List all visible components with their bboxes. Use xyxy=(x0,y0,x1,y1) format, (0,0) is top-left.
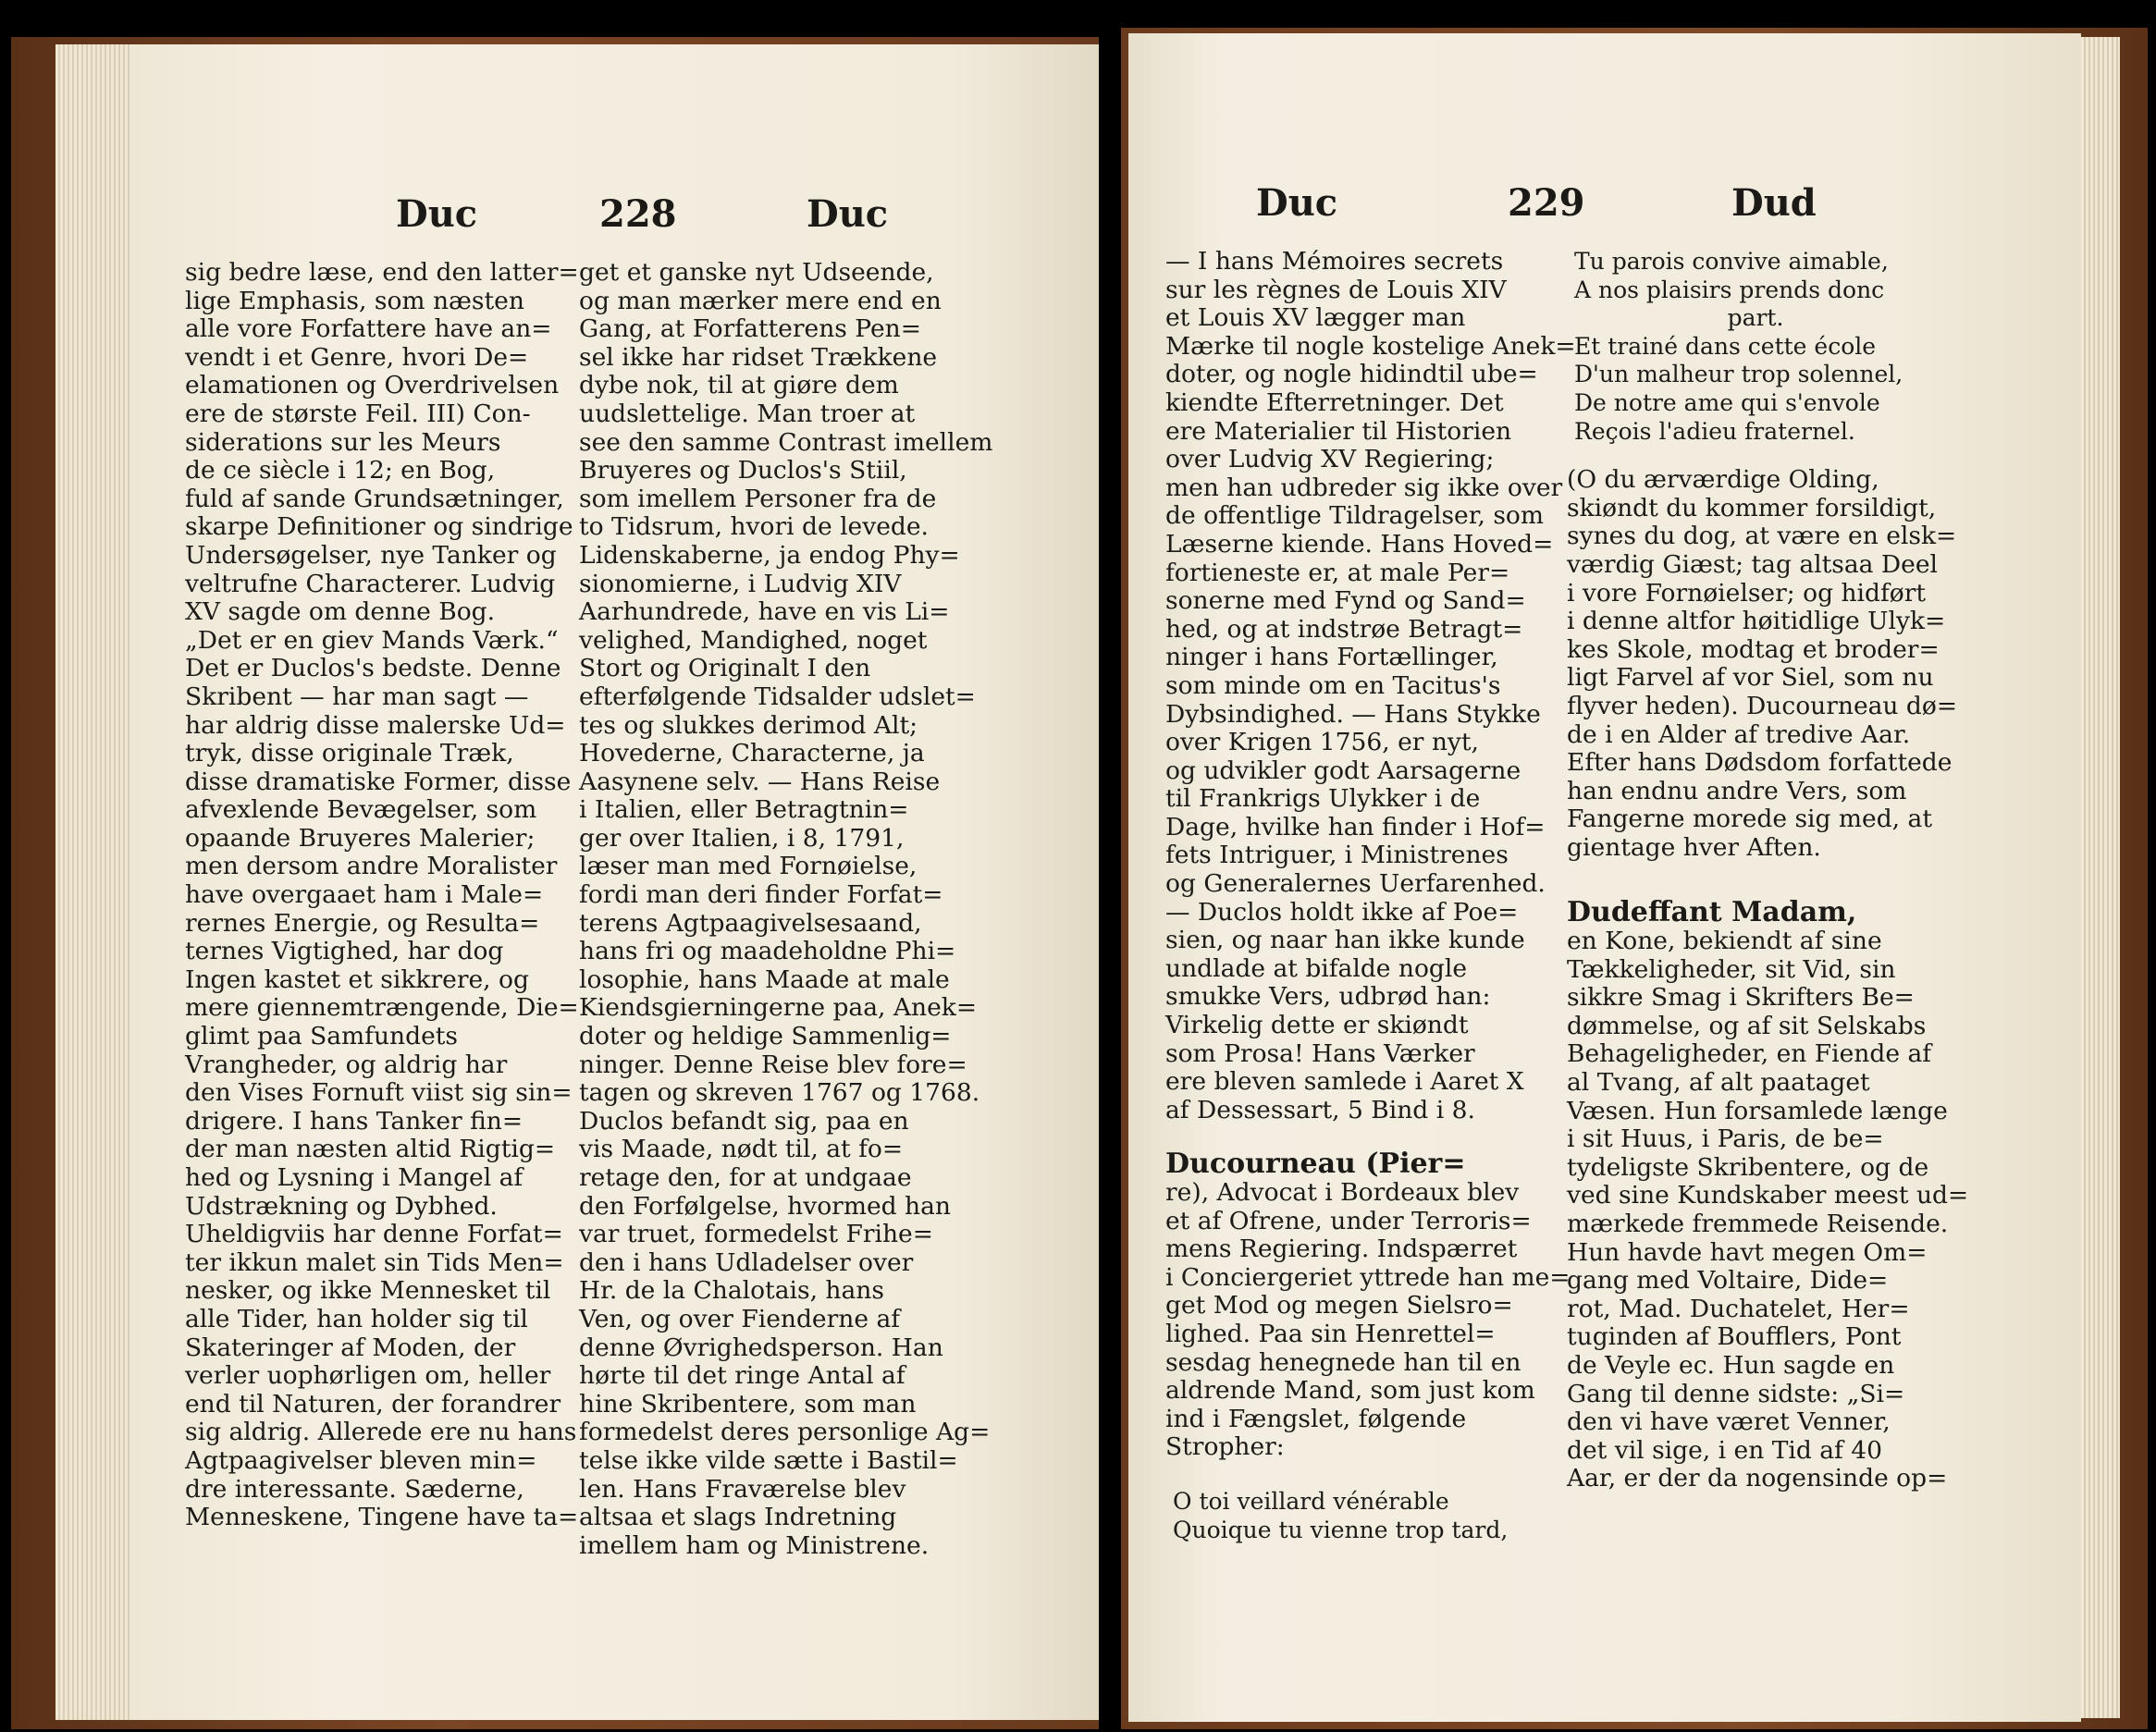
text-line: rot, Mad. Duchatelet, Her= xyxy=(1567,1294,1910,1323)
text-line: XV sagde om denne Bog. xyxy=(185,597,496,627)
text-line: som imellem Personer fra de xyxy=(579,484,937,513)
text-line: drigere. I hans Tanker fin= xyxy=(185,1106,524,1136)
page-edges-right xyxy=(2081,37,2120,1718)
text-line: kiendte Efterretninger. Det xyxy=(1165,387,1504,417)
running-head-left-word: Duc xyxy=(396,192,478,236)
text-line: i vore Fornøielser; og hidført xyxy=(1567,578,1927,608)
text-line: Dage, hvilke han finder i Hof= xyxy=(1165,812,1546,841)
text-line: tuginden af Boufflers, Pont xyxy=(1567,1322,1902,1352)
text-line: de offentlige Tildragelser, som xyxy=(1165,501,1545,531)
text-line: mærkede fremmede Reisende. xyxy=(1567,1210,1949,1238)
text-line: de Veyle ec. Hun sagde en xyxy=(1567,1350,1895,1380)
text-line: dre interessante. Sæderne, xyxy=(185,1474,524,1504)
poem-line: A nos plaisirs prends donc xyxy=(1574,276,1885,303)
text-line: Lidenskaberne, ja endog Phy= xyxy=(579,540,960,570)
text-line: Virkelig dette er skiøndt xyxy=(1165,1011,1469,1040)
text-line: hed, og at indstrøe Betragt= xyxy=(1165,614,1523,644)
text-line: Væsen. Hun forsamlede længe xyxy=(1567,1096,1948,1125)
text-line: have overgaaet ham i Male= xyxy=(185,880,544,910)
text-line: afvexlende Bevægelser, som xyxy=(185,795,537,825)
text-line: over Ludvig XV Regiering; xyxy=(1165,445,1495,474)
text-line: doter, og nogle hidindtil ube= xyxy=(1165,360,1538,389)
text-line: mens Regiering. Indspærret xyxy=(1165,1235,1518,1264)
text-line: — I hans Mémoires secrets xyxy=(1165,247,1504,276)
text-line: sel ikke har ridset Trækkene xyxy=(579,342,938,372)
text-line: losophie, hans Maade at male xyxy=(579,964,950,994)
text-line: i Conciergeriet yttrede han me= xyxy=(1165,1262,1571,1292)
text-line: Aasynene selv. — Hans Reise xyxy=(579,767,941,796)
text-line: ere Materialier til Historien xyxy=(1165,416,1512,446)
text-line: get et ganske nyt Udseende, xyxy=(579,258,934,287)
text-line: ger over Italien, i 8, 1791, xyxy=(579,823,905,853)
spacer xyxy=(1567,862,1937,899)
text-line: al Tvang, af alt paataget xyxy=(1567,1068,1870,1098)
text-line: denne Øvrighedsperson. Han xyxy=(579,1333,943,1362)
text-line: Dybsindighed. — Hans Stykke xyxy=(1165,699,1541,729)
text-line: Fangerne morede sig med, at xyxy=(1567,805,1932,834)
text-line: fordi man deri finder Forfat= xyxy=(579,880,943,910)
text-line: Gang til denne sidste: „Si= xyxy=(1567,1379,1905,1408)
left-page-column-2 xyxy=(579,258,993,1560)
text-line: Hun havde havt megen Om= xyxy=(1567,1237,1928,1267)
running-head-left-word: Duc xyxy=(1256,181,1338,225)
text-line: som minde om en Tacitus's xyxy=(1165,670,1501,700)
text-line: synes du dog, at være en elsk= xyxy=(1567,522,1957,551)
text-line: glimt paa Samfundets xyxy=(185,1022,459,1051)
entry-heading-dudeffant: Dudeffant Madam, xyxy=(1567,896,1857,929)
text-line: i Italien, eller Betragtnin= xyxy=(579,795,909,825)
text-line: ere bleven samlede i Aaret X xyxy=(1165,1067,1524,1097)
spacer xyxy=(1165,1124,1535,1150)
text-line: og udvikler godt Aarsagerne xyxy=(1165,755,1522,785)
text-line: to Tidsrum, hvori de levede. xyxy=(579,512,929,542)
left-page-column-1 xyxy=(185,258,579,1532)
text-line: i denne altfor høitidlige Ulyk= xyxy=(1567,607,1946,636)
text-line: rernes Energie, og Resulta= xyxy=(185,908,540,938)
text-line: hed og Lysning i Mangel af xyxy=(185,1163,524,1192)
text-line: der man næsten altid Rigtig= xyxy=(185,1135,556,1164)
text-line: nesker, og ikke Mennesket til xyxy=(185,1276,551,1306)
text-line: sonerne med Fynd og Sand= xyxy=(1165,586,1526,616)
text-line: Agtpaagivelser bleven min= xyxy=(185,1445,537,1475)
text-line: opaande Bruyeres Malerier; xyxy=(185,823,536,853)
text-line: Hovederne, Characterne, ja xyxy=(579,739,925,768)
text-line: sig aldrig. Allerede ere nu hans xyxy=(185,1418,577,1447)
text-line: den i hans Udladelser over xyxy=(579,1247,914,1277)
text-line: tagen og skreven 1767 og 1768. xyxy=(579,1078,980,1108)
text-line: lighed. Paa sin Henrettel= xyxy=(1165,1319,1496,1348)
text-line: Mærke til nogle kostelige Anek= xyxy=(1165,331,1576,361)
running-head-right-word: Dud xyxy=(1731,181,1817,225)
text-line: sig bedre læse, end den latter= xyxy=(185,258,579,287)
poem-line: Et trainé dans cette école xyxy=(1574,332,1877,360)
text-line: altsaa et slags Indretning xyxy=(579,1503,897,1532)
text-line: alle vore Forfattere have an= xyxy=(185,314,552,344)
poem-line: Tu parois convive aimable, xyxy=(1574,248,1889,275)
text-line: hørte til det ringe Antal af xyxy=(579,1361,906,1391)
text-line: læser man med Fornøielse, xyxy=(579,852,918,881)
text-line: til Frankrigs Ulykker i de xyxy=(1165,784,1481,814)
left-page xyxy=(129,44,1099,1720)
text-line: get Mod og megen Sielsro= xyxy=(1165,1291,1513,1320)
left-page-paper xyxy=(129,44,1099,1720)
text-line: gang med Voltaire, Dide= xyxy=(1567,1266,1889,1296)
poem-line: part. xyxy=(1727,304,1784,332)
text-line: siderations sur les Meurs xyxy=(185,427,501,457)
text-line: disse dramatiske Former, disse xyxy=(185,767,572,796)
text-line: fuld af sande Grundsætninger, xyxy=(185,484,564,513)
text-line: var truet, formedelst Frihe= xyxy=(579,1220,933,1249)
text-line: Undersøgelser, nye Tanker og xyxy=(185,540,557,570)
poem-line: Reçois l'adieu fraternel. xyxy=(1574,417,1855,445)
text-line: Efter hans Dødsdom forfattede xyxy=(1567,748,1953,778)
text-line: uudslettelige. Man troer at xyxy=(579,399,916,428)
text-line: i sit Huus, i Paris, de be= xyxy=(1567,1124,1884,1154)
text-line: Hr. de la Chalotais, hans xyxy=(579,1276,884,1306)
text-line: dybe nok, til at giøre dem xyxy=(579,371,899,400)
text-line: sur les règnes de Louis XIV xyxy=(1165,275,1507,304)
text-line: end til Naturen, der forandrer xyxy=(185,1389,561,1419)
text-line: Bruyeres og Duclos's Stiil, xyxy=(579,456,907,485)
text-line: sionomierne, i Ludvig XIV xyxy=(579,569,902,598)
text-line: Gang, at Forfatterens Pen= xyxy=(579,314,921,344)
text-line: vis Maade, nødt til, at fo= xyxy=(579,1135,904,1164)
text-line: Menneskene, Tingene have ta= xyxy=(185,1503,579,1532)
right-page-paper xyxy=(1128,33,2081,1722)
text-line: aldrende Mand, som just kom xyxy=(1165,1376,1535,1406)
page-edges-left xyxy=(55,44,139,1720)
text-line: sikkre Smag i Skrifters Be= xyxy=(1567,983,1915,1013)
page-number-228: 228 xyxy=(599,192,677,236)
text-line: velighed, Mandighed, noget xyxy=(579,625,928,655)
text-line: smukke Vers, udbrød han: xyxy=(1165,982,1491,1012)
text-line: de i en Alder af tredive Aar. xyxy=(1567,719,1911,749)
text-line: værdig Giæst; tag altsaa Deel xyxy=(1567,549,1938,579)
text-line: en Kone, bekiendt af sine xyxy=(1567,927,1882,956)
text-line: efterfølgende Tidsalder udslet= xyxy=(579,682,976,711)
text-line: men dersom andre Moralister xyxy=(185,852,558,881)
text-line: retage den, for at undgaae xyxy=(579,1163,912,1192)
text-line: elamationen og Overdrivelsen xyxy=(185,371,560,400)
text-line: Behageligheder, en Fiende af xyxy=(1567,1039,1932,1069)
text-line: ere de største Feil. III) Con- xyxy=(185,399,531,428)
running-head-right-word: Duc xyxy=(807,192,889,236)
text-line: imellem ham og Ministrene. xyxy=(579,1530,930,1560)
text-line: hans fri og maadeholdne Phi= xyxy=(579,937,956,966)
text-line: fortieneste er, at male Per= xyxy=(1165,558,1510,587)
text-line: ninger. Denne Reise blev fore= xyxy=(579,1050,967,1079)
text-line: ved sine Kundskaber meest ud= xyxy=(1567,1181,1969,1210)
text-line: — Duclos holdt ikke af Poe= xyxy=(1165,897,1519,927)
text-line: sesdag henegnede han til en xyxy=(1165,1347,1522,1377)
spacer xyxy=(1165,1462,1535,1488)
text-line: dømmelse, og af sit Selskabs xyxy=(1567,1011,1927,1040)
text-line: flyver heden). Ducourneau dø= xyxy=(1567,691,1958,720)
text-line: Tækkeligheder, sit Vid, sin xyxy=(1567,954,1896,984)
text-line: skiøndt du kommer forsildigt, xyxy=(1567,493,1937,522)
text-line: ind i Fængslet, følgende xyxy=(1165,1404,1467,1433)
text-line: har aldrig disse malerske Ud= xyxy=(185,710,566,740)
right-page xyxy=(1128,33,2081,1722)
page-number-229: 229 xyxy=(1508,181,1585,225)
text-line: „Det er en giev Mands Værk.“ xyxy=(185,625,559,655)
text-line: det vil sige, i en Tid af 40 xyxy=(1567,1435,1882,1465)
text-line: mere giennemtrængende, Die= xyxy=(185,993,579,1023)
text-line: Ven, og over Fienderne af xyxy=(579,1304,901,1333)
text-line: alle Tider, han holder sig til xyxy=(185,1304,528,1333)
text-line: tes og slukkes derimod Alt; xyxy=(579,710,918,740)
text-line: Udstrækning og Dybhed. xyxy=(185,1191,498,1221)
text-line: fets Intriguer, i Ministrenes xyxy=(1165,841,1509,870)
text-line: doter og heldige Sammenlig= xyxy=(579,1022,952,1051)
text-line: Stropher: xyxy=(1165,1432,1285,1462)
text-line: den Forfølgelse, hvormed han xyxy=(579,1191,951,1221)
text-line: tryk, disse originale Træk, xyxy=(185,739,514,768)
text-line: ter ikkun malet sin Tids Men= xyxy=(185,1247,564,1277)
text-line: re), Advocat i Bordeaux blev xyxy=(1165,1178,1520,1207)
text-line: Aar, er der da nogensinde op= xyxy=(1567,1464,1948,1493)
spacer xyxy=(1567,446,1937,466)
right-page-photo xyxy=(1121,0,2156,1732)
text-line: og man mærker mere end en xyxy=(579,286,942,315)
text-line: verler uophørligen om, heller xyxy=(185,1361,551,1391)
text-line: see den samme Contrast imellem xyxy=(579,427,993,457)
text-line: undlade at bifalde nogle xyxy=(1165,953,1468,983)
poem-line: D'un malheur trop solennel, xyxy=(1574,361,1903,388)
text-line: men han udbreder sig ikke over xyxy=(1165,473,1563,502)
text-line: lige Emphasis, som næsten xyxy=(185,286,524,315)
text-line: Vrangheder, og aldrig har xyxy=(185,1050,508,1079)
poem-line: Quoique tu vienne trop tard, xyxy=(1173,1516,1509,1543)
text-line: kes Skole, modtag et broder= xyxy=(1567,634,1940,664)
text-line: ninger i hans Fortællinger, xyxy=(1165,643,1498,672)
text-line: et Louis XV lægger man xyxy=(1165,303,1466,333)
text-line: Duclos befandt sig, paa en xyxy=(579,1106,909,1136)
text-line: (O du ærværdige Olding, xyxy=(1567,465,1879,495)
text-line: den vi have været Venner, xyxy=(1567,1407,1891,1437)
text-line: han endnu andre Vers, som xyxy=(1567,776,1907,805)
text-line: over Krigen 1756, er nyt, xyxy=(1165,728,1479,757)
text-line: ternes Vigtighed, har dog xyxy=(185,937,504,966)
text-line: Kiendsgierningerne paa, Anek= xyxy=(579,993,978,1023)
text-line: og Generalernes Uerfarenhed. xyxy=(1165,869,1546,899)
text-line: Stort og Originalt I den xyxy=(579,654,871,683)
text-line: hine Skribentere, som man xyxy=(579,1389,917,1419)
entry-heading-ducourneau: Ducourneau (Pier= xyxy=(1165,1148,1466,1181)
text-line: den Vises Fornuft viist sig sin= xyxy=(185,1078,573,1108)
text-line: sien, og naar han ikke kunde xyxy=(1165,926,1525,955)
text-line: terens Agtpaagivelsesaand, xyxy=(579,908,922,938)
poem-line: O toi veillard vénérable xyxy=(1173,1487,1449,1515)
text-line: skarpe Definitioner og sindrige xyxy=(185,512,573,542)
text-line: Aarhundrede, have en vis Li= xyxy=(579,597,950,627)
text-line: Skribent — har man sagt — xyxy=(185,682,529,711)
text-line: veltrufne Characterer. Ludvig xyxy=(185,569,556,598)
text-line: af Dessessart, 5 Bind i 8. xyxy=(1165,1095,1475,1124)
text-line: som Prosa! Hans Værker xyxy=(1165,1038,1475,1068)
poem-line: De notre ame qui s'envole xyxy=(1574,388,1880,416)
text-line: Uheldigviis har denne Forfat= xyxy=(185,1220,563,1249)
text-line: formedelst deres personlige Ag= xyxy=(579,1418,991,1447)
text-line: vendt i et Genre, hvori De= xyxy=(185,342,529,372)
right-page-column-2 xyxy=(1567,248,1969,1493)
text-line: Skateringer af Moden, der xyxy=(185,1333,516,1362)
text-line: gientage hver Aften. xyxy=(1567,832,1821,862)
text-line: de ce siècle i 12; en Bog, xyxy=(185,456,496,485)
text-line: tydeligste Skribentere, og de xyxy=(1567,1152,1929,1182)
text-line: Læserne kiende. Hans Hoved= xyxy=(1165,529,1554,559)
text-line: Det er Duclos's bedste. Denne xyxy=(185,654,561,683)
text-line: Ingen kastet et sikkrere, og xyxy=(185,964,529,994)
text-line: len. Hans Fraværelse blev xyxy=(579,1474,906,1504)
right-page-column-1 xyxy=(1165,247,1576,1544)
text-line: ligt Farvel af vor Siel, som nu xyxy=(1567,663,1934,693)
text-line: et af Ofrene, under Terroris= xyxy=(1165,1206,1532,1235)
text-line: telse ikke vilde sætte i Bastil= xyxy=(579,1445,958,1475)
